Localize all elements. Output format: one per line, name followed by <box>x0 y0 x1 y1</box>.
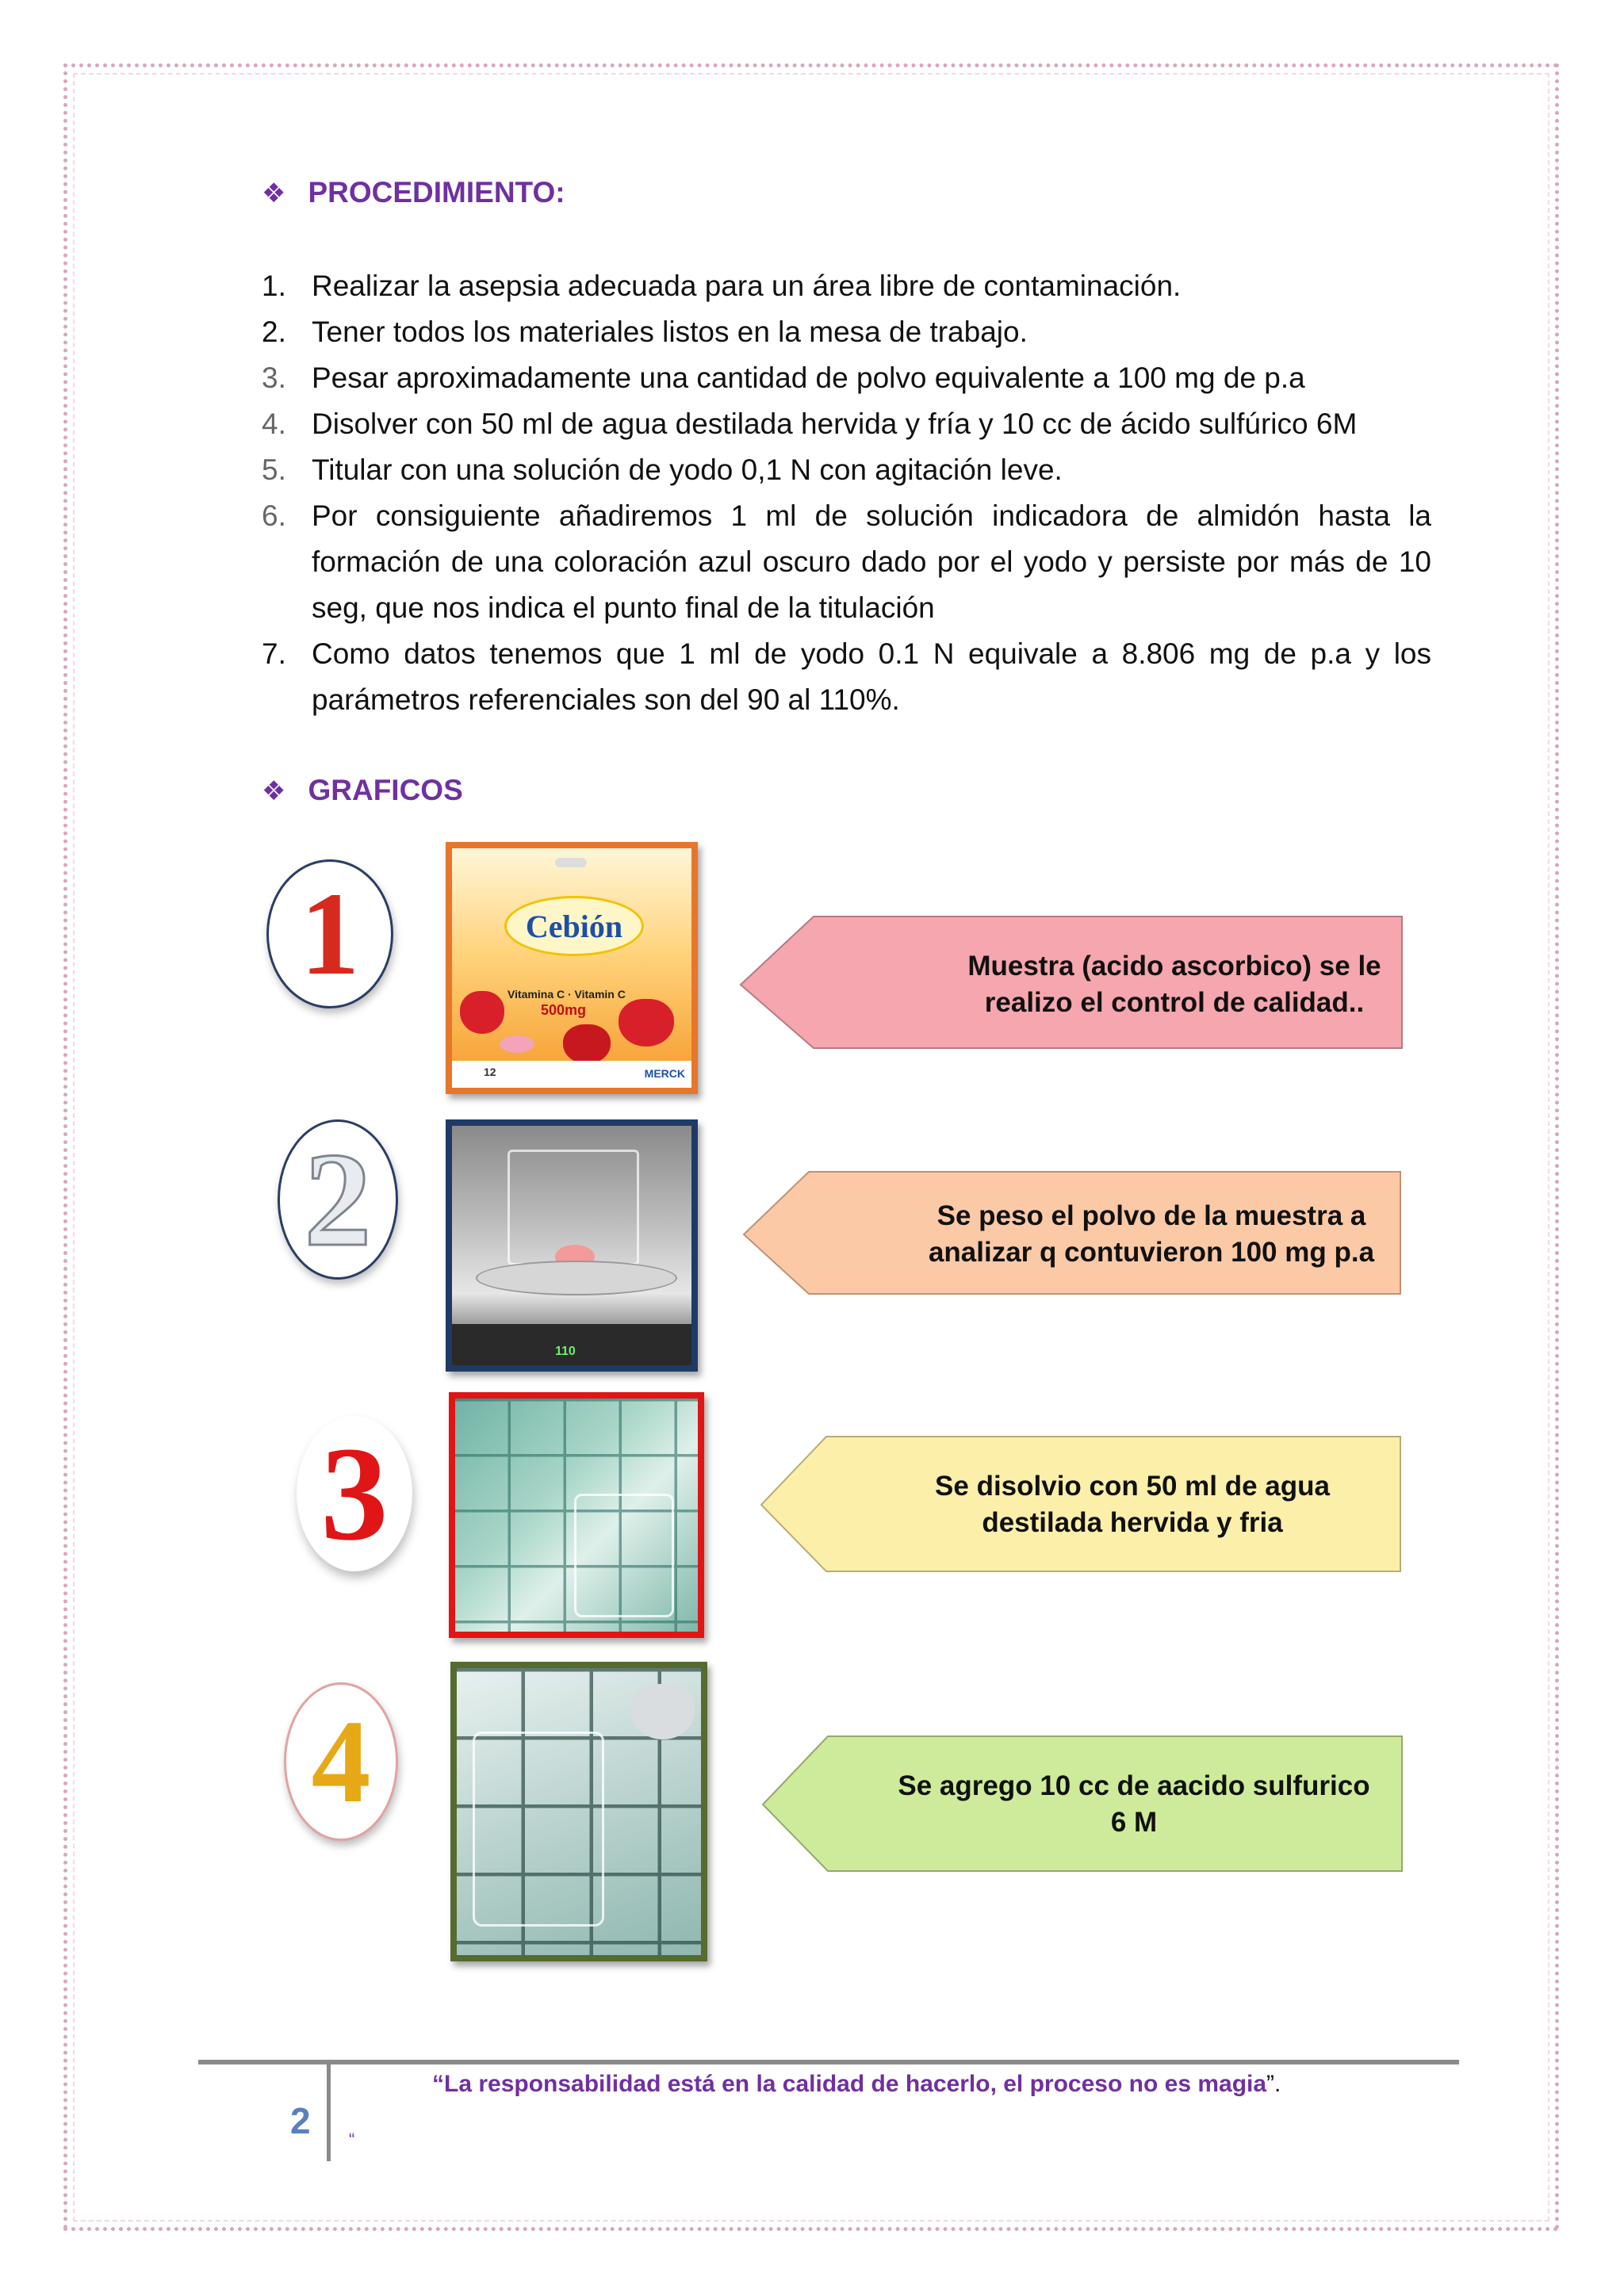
footer-quote-close: ”. <box>1266 2071 1281 2097</box>
product-label-band <box>452 1061 691 1088</box>
step-text: Por consiguiente añadiremos 1 ml de solución indicadora de almidón hasta la formación de una coloración azul oscuro dado por el yodo y persiste por más de 10 seg, que nos indica el punto final de la titulación <box>312 499 1431 624</box>
caption-arrow-2 <box>741 1169 1404 1300</box>
cebion-product-photo <box>446 842 698 1094</box>
page-number: 2 <box>290 2100 311 2141</box>
beaker-image <box>574 1494 674 1617</box>
caption-text: Se agrego 10 cc de aacido sulfurico 6 M <box>898 1770 1370 1838</box>
footer-quote-mark: “ <box>349 2130 355 2149</box>
graficos-heading <box>262 774 463 807</box>
balance-pan <box>476 1261 677 1295</box>
step-digit-badge: 4 <box>284 1682 398 1841</box>
balance-photo <box>446 1119 698 1372</box>
list-item <box>262 355 1431 401</box>
step-number: 3. <box>262 362 286 394</box>
diamond-bullet-icon: ❖ <box>262 776 286 806</box>
step-text: Realizar la asepsia adecuada para un área libre de contaminación. <box>312 270 1182 302</box>
flask-image <box>473 1732 604 1927</box>
footer-divider <box>198 2060 1459 2064</box>
footer-vertical-divider <box>327 2064 331 2161</box>
tablet-image <box>500 1035 534 1053</box>
gloved-hand <box>631 1684 695 1739</box>
footer-quote-text: “La responsabilidad está en la calidad de hacerlo, el proceso no es magia <box>432 2071 1267 2097</box>
caption-text: Muestra (acido ascorbico) se le realizo el control de calidad.. <box>967 951 1381 1018</box>
procedimiento-title: PROCEDIMIENTO: <box>308 176 565 209</box>
tablet-count: 12 <box>484 1066 496 1078</box>
brand-logo <box>504 896 644 956</box>
procedimiento-heading <box>262 176 565 209</box>
list-item <box>262 447 1431 493</box>
procedure-list <box>262 263 1431 723</box>
caption-arrow-1 <box>737 913 1405 1056</box>
list-item <box>262 631 1431 723</box>
balance-display <box>452 1324 691 1365</box>
strawberry-image <box>563 1024 611 1064</box>
step-text: Titular con una solución de yodo 0,1 N con agitación leve. <box>312 453 1063 486</box>
hang-hole <box>555 858 587 867</box>
balance-readout: 110 <box>555 1345 576 1358</box>
product-vitamin-line: Vitamina C · Vitamin C <box>508 988 626 1001</box>
graficos-title: GRAFICOS <box>308 774 463 806</box>
caption-text: Se disolvio con 50 ml de agua destilada hervida y fria <box>935 1471 1330 1538</box>
step-number: 4. <box>262 408 286 440</box>
dissolution-photo <box>449 1392 704 1638</box>
step-digit-badge: 3 <box>297 1416 412 1571</box>
diamond-bullet-icon: ❖ <box>262 178 286 209</box>
product-dose: 500mg <box>541 1002 587 1018</box>
step-number: 2. <box>262 316 286 348</box>
list-item <box>262 493 1431 631</box>
caption-text: Se peso el polvo de la muestra a analizar q contuvieron 100 mg p.a <box>928 1200 1375 1268</box>
step-text: Como datos tenemos que 1 ml de yodo 0.1 N equivale a 8.806 mg de p.a y los parámetros referenciales son del 90 al 110%. <box>312 637 1431 716</box>
caption-arrow-4 <box>760 1733 1405 1876</box>
step-digit-badge: 1 <box>266 859 393 1008</box>
step-number: 1. <box>262 270 286 302</box>
step-text: Pesar aproximadamente una cantidad de polvo equivalente a 100 mg de p.a <box>312 362 1305 394</box>
merck-logo: MERCK <box>644 1067 685 1080</box>
brand-name: Cebión <box>525 908 623 944</box>
list-item <box>262 263 1431 309</box>
acid-addition-photo <box>450 1662 707 1961</box>
strawberry-image <box>619 999 674 1047</box>
step-digit-badge: 2 <box>278 1119 398 1280</box>
footer-quote <box>432 2071 1281 2098</box>
caption-arrow-3 <box>758 1433 1404 1576</box>
step-number: 5. <box>262 453 286 486</box>
strawberry-image <box>460 991 504 1034</box>
step-text: Tener todos los materiales listos en la mesa de trabajo. <box>312 316 1028 348</box>
list-item <box>262 309 1431 355</box>
list-item <box>262 401 1431 447</box>
step-text: Disolver con 50 ml de agua destilada hervida y fría y 10 cc de ácido sulfúrico 6M <box>312 408 1358 440</box>
step-number: 7. <box>262 637 286 670</box>
step-number: 6. <box>262 499 286 532</box>
